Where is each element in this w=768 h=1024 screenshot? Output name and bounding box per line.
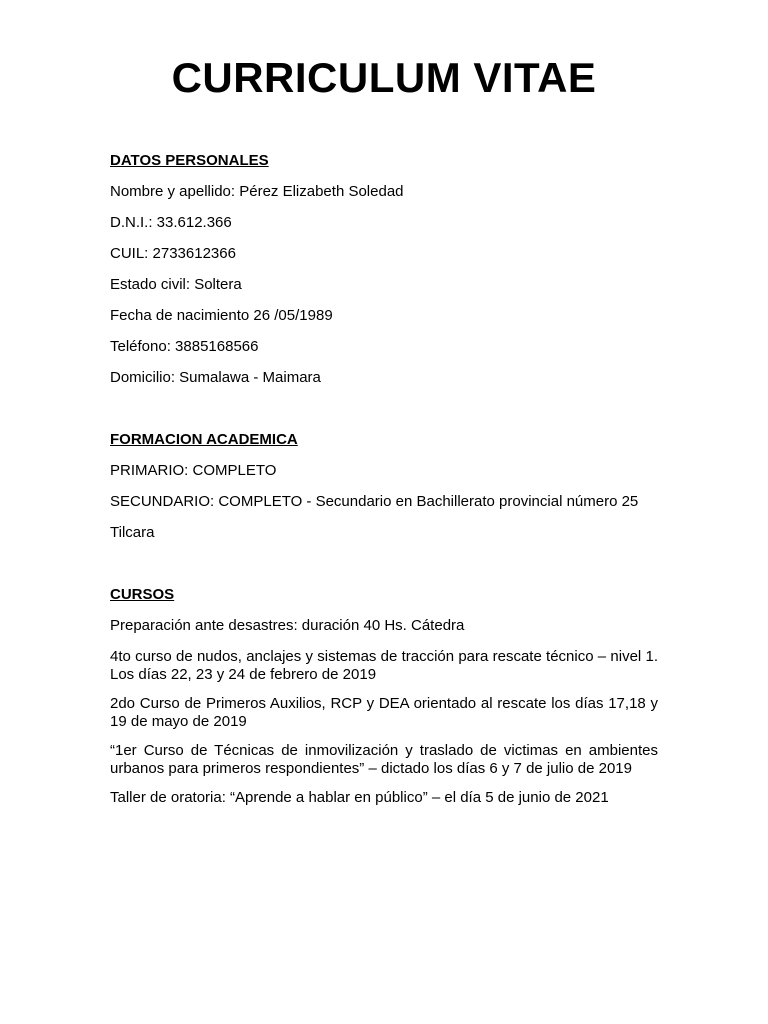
section-heading-cursos: CURSOS bbox=[110, 586, 175, 603]
education-secondary: SECUNDARIO: COMPLETO - Secundario en Bachillerato provincial número 25 bbox=[110, 493, 639, 510]
personal-birthdate: Fecha de nacimiento 26 /05/1989 bbox=[110, 307, 333, 324]
personal-address: Domicilio: Sumalawa - Maimara bbox=[110, 369, 321, 386]
personal-phone: Teléfono: 3885168566 bbox=[110, 338, 259, 355]
personal-name: Nombre y apellido: Pérez Elizabeth Soledad bbox=[110, 183, 404, 200]
course-item: Taller de oratoria: “Aprende a hablar en público” – el día 5 de junio de 2021 bbox=[110, 789, 609, 806]
education-location: Tilcara bbox=[110, 524, 155, 541]
personal-civil-status: Estado civil: Soltera bbox=[110, 276, 242, 293]
personal-dni: D.N.I.: 33.612.366 bbox=[110, 214, 232, 231]
course-item: 2do Curso de Primeros Auxilios, RCP y DEA orientado al rescate los días 17,18 y 19 de mayo de 2019 bbox=[110, 695, 658, 730]
course-item: Preparación ante desastres: duración 40 Hs. Cátedra bbox=[110, 617, 465, 634]
course-item: 4to curso de nudos, anclajes y sistemas de tracción para rescate técnico – nivel 1. Los días 22, 23 y 24 de febrero de 2019 bbox=[110, 648, 658, 683]
document-title: CURRICULUM VITAE bbox=[171, 54, 597, 101]
section-heading-formacion: FORMACION ACADEMICA bbox=[110, 431, 298, 448]
course-item: “1er Curso de Técnicas de inmovilización y traslado de victimas en ambientes urbanos para primeros respondientes” – dictado los días 6 y 7 de julio de 2019 bbox=[110, 742, 658, 777]
personal-cuil: CUIL: 2733612366 bbox=[110, 245, 236, 262]
cv-content bbox=[110, 152, 658, 807]
section-heading-datos-personales: DATOS PERSONALES bbox=[110, 152, 269, 169]
education-primary: PRIMARIO: COMPLETO bbox=[110, 462, 277, 479]
